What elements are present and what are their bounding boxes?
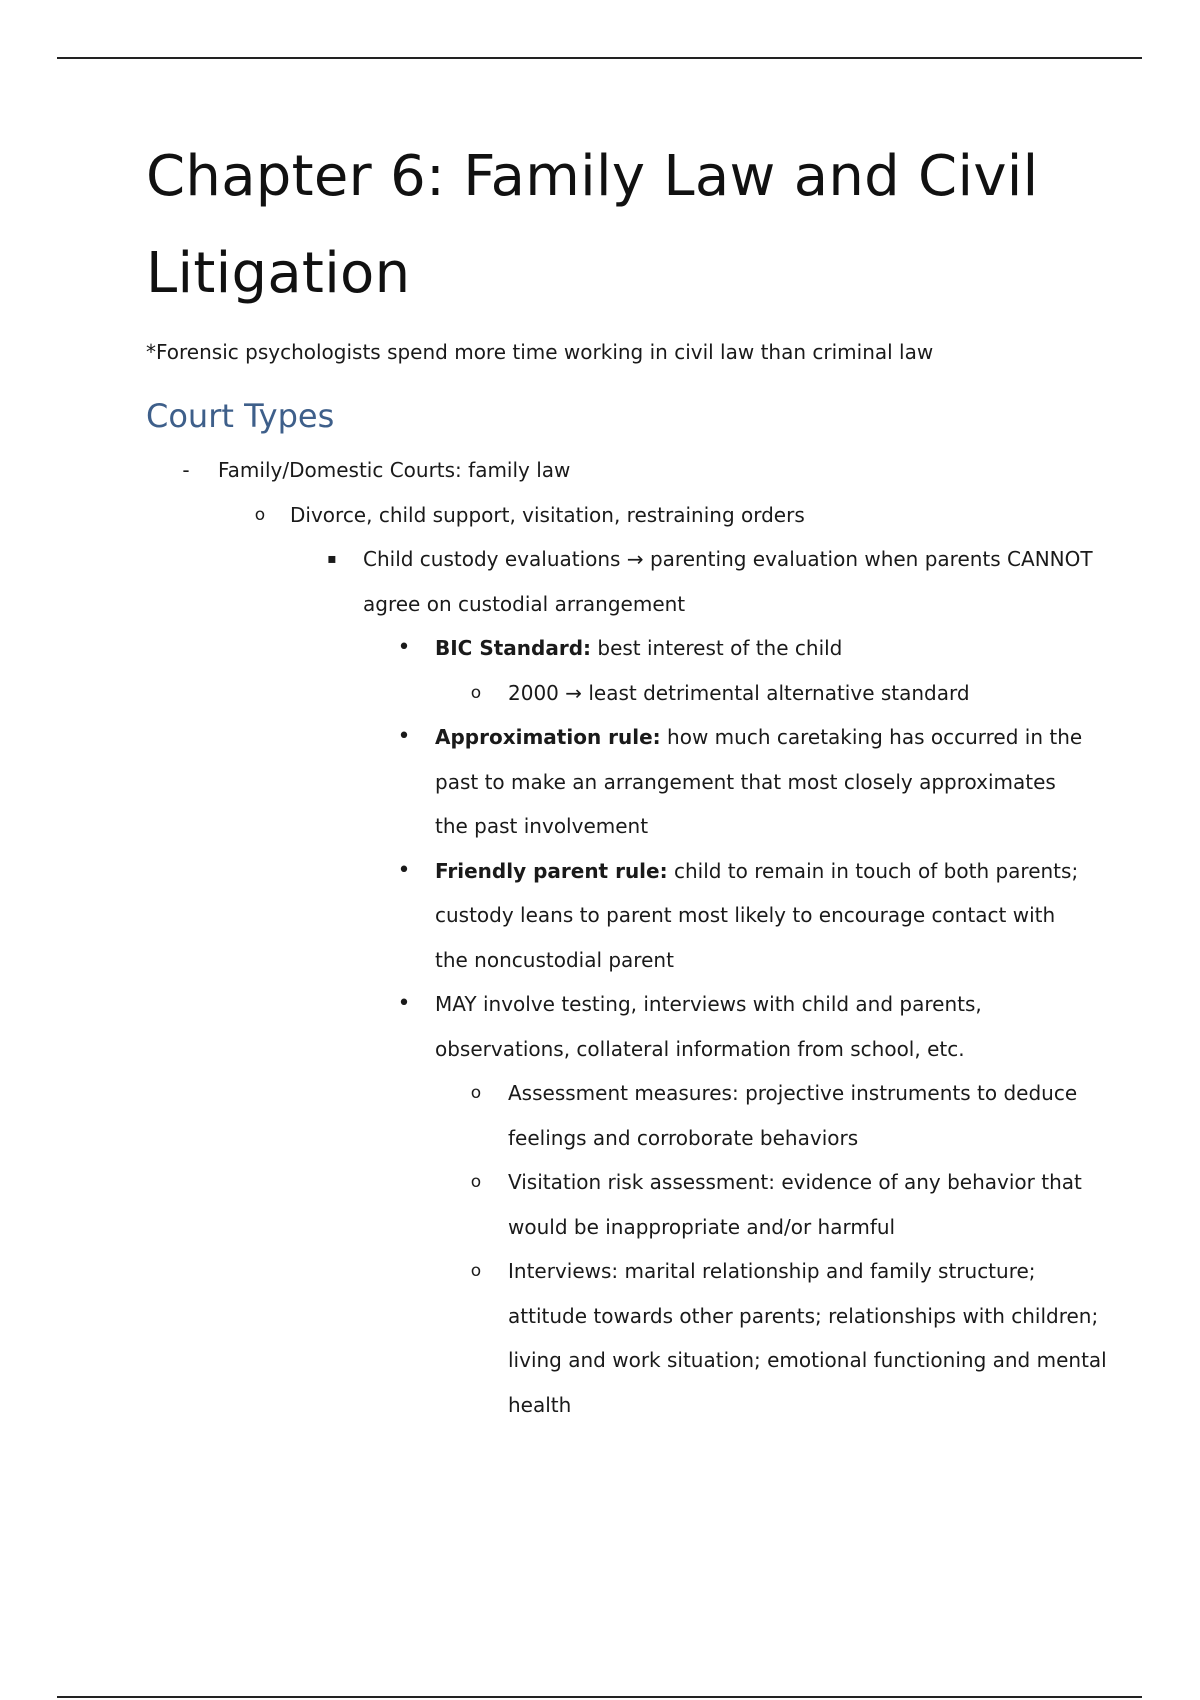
list-item bbox=[146, 1249, 1108, 1427]
item-text: 2000 → least detrimental alternative standard bbox=[508, 680, 970, 705]
item-term: Friendly parent rule: bbox=[435, 858, 668, 883]
intro-note: *Forensic psychologists spend more time working in civil law than criminal law bbox=[146, 340, 934, 364]
bottom-rule bbox=[57, 1696, 1142, 1698]
dash-marker: - bbox=[182, 458, 190, 482]
list-item bbox=[146, 626, 1085, 671]
circle-bullet-icon: o bbox=[470, 682, 482, 703]
circle-bullet-icon: o bbox=[470, 1261, 482, 1281]
list-item bbox=[146, 1160, 1108, 1249]
bullet-icon: • bbox=[397, 991, 411, 1016]
list-item bbox=[146, 849, 1085, 983]
circle-bullet-icon: o bbox=[470, 1083, 482, 1103]
square-bullet-icon: ▪ bbox=[327, 551, 337, 567]
list-item bbox=[146, 671, 1108, 716]
circle-bullet-icon: o bbox=[254, 504, 266, 525]
circle-bullet-icon: o bbox=[470, 1172, 482, 1192]
item-text: Divorce, child support, visitation, restraining orders bbox=[290, 502, 805, 527]
list-item bbox=[146, 1071, 1108, 1160]
list-item bbox=[146, 715, 1085, 849]
item-text: Interviews: marital relationship and family structure; attitude towards other parents; relationships with children; living and work situation; emotional functioning and mental health bbox=[508, 1259, 1107, 1417]
list-item bbox=[146, 448, 1106, 493]
chapter-title: Chapter 6: Family Law and Civil Litigation bbox=[146, 144, 1039, 306]
section-heading-court-types: Court Types bbox=[146, 397, 335, 435]
item-text: MAY involve testing, interviews with child and parents, observations, collateral information from school, etc. bbox=[435, 992, 982, 1061]
document-body bbox=[146, 128, 1106, 1427]
item-text: Family/Domestic Courts: family law bbox=[218, 458, 571, 482]
list-item bbox=[146, 493, 1106, 538]
bullet-icon: • bbox=[397, 635, 411, 660]
list-item bbox=[146, 537, 1118, 626]
item-text: Visitation risk assessment: evidence of any behavior that would be inappropriate and/or harmful bbox=[508, 1170, 1082, 1239]
item-text: best interest of the child bbox=[591, 636, 843, 660]
bullet-icon: • bbox=[397, 724, 411, 749]
item-text: Assessment measures: projective instruments to deduce feelings and corroborate behaviors bbox=[508, 1081, 1078, 1150]
item-term: Approximation rule: bbox=[435, 725, 661, 749]
item-text: child to remain in touch of both parents; custody leans to parent most likely to encourage contact with the noncustodial parent bbox=[435, 858, 1079, 972]
bullet-icon: • bbox=[397, 857, 411, 883]
item-term: BIC Standard: bbox=[435, 636, 592, 660]
item-text: how much caretaking has occurred in the past to make an arrangement that most closely approximates the past involvement bbox=[435, 725, 1083, 838]
top-rule bbox=[57, 57, 1142, 59]
item-text: Child custody evaluations → parenting evaluation when parents CANNOT agree on custodial arrangement bbox=[363, 547, 1093, 616]
list-item bbox=[146, 982, 1085, 1071]
